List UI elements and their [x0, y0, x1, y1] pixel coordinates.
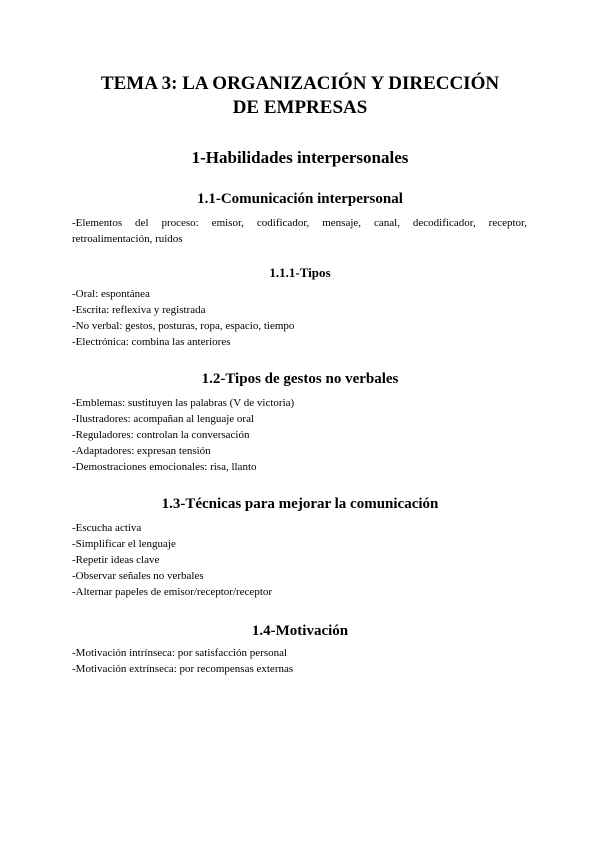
list-tecnicas: [72, 520, 527, 600]
list-item: -Escucha activa: [72, 522, 142, 534]
list-item: -Repetir ideas clave: [72, 554, 160, 566]
list-item: -Reguladores: controlan la conversación: [72, 429, 250, 441]
list-item: -No verbal: gestos, posturas, ropa, espacio, tiempo: [72, 320, 295, 332]
list-item: -Escrita: reflexiva y registrada: [72, 304, 206, 316]
list-item: -Alternar papeles de emisor/receptor/receptor: [72, 586, 273, 598]
document-title: [60, 72, 540, 120]
subsection-heading-tecnicas: 1.3-Técnicas para mejorar la comunicación: [161, 496, 439, 512]
list-item: -Electrónica: combina las anteriores: [72, 336, 231, 348]
list-tipos: [72, 286, 527, 350]
subsection-heading-comunicacion: 1.1-Comunicación interpersonal: [197, 191, 403, 207]
list-item: -Adaptadores: expresan tensión: [72, 445, 211, 457]
subsubsection-heading-tipos: 1.1.1-Tipos: [269, 265, 331, 280]
list-motivacion: [72, 645, 527, 677]
title-line-1: TEMA 3: LA ORGANIZACIÓN Y DIRECCIÓN: [100, 73, 500, 94]
list-item: -Motivación extrínseca: por recompensas externas: [72, 663, 294, 675]
subsection-heading-motivacion: 1.4-Motivación: [251, 623, 349, 639]
paragraph-elementos: -Elementos del proceso: emisor, codificador, mensaje, canal, decodificador, receptor, retroalimentación, ruidos: [72, 217, 527, 245]
list-item: -Emblemas: sustituyen las palabras (V de victoria): [72, 397, 295, 409]
list-item: -Observar señales no verbales: [72, 570, 204, 582]
list-item: -Simplificar el lenguaje: [72, 538, 176, 550]
list-gestos: [72, 395, 527, 475]
list-item: -Demostraciones emocionales: risa, llanto: [72, 461, 257, 473]
list-item: -Oral: espontánea: [72, 288, 150, 300]
title-line-2: DE EMPRESAS: [232, 97, 368, 118]
list-item: -Ilustradores: acompañan al lenguaje oral: [72, 413, 255, 425]
section-heading-habilidades: 1-Habilidades interpersonales: [191, 148, 409, 167]
subsection-heading-gestos: 1.2-Tipos de gestos no verbales: [201, 371, 399, 387]
list-item: -Motivación intrínseca: por satisfacción personal: [72, 647, 288, 659]
